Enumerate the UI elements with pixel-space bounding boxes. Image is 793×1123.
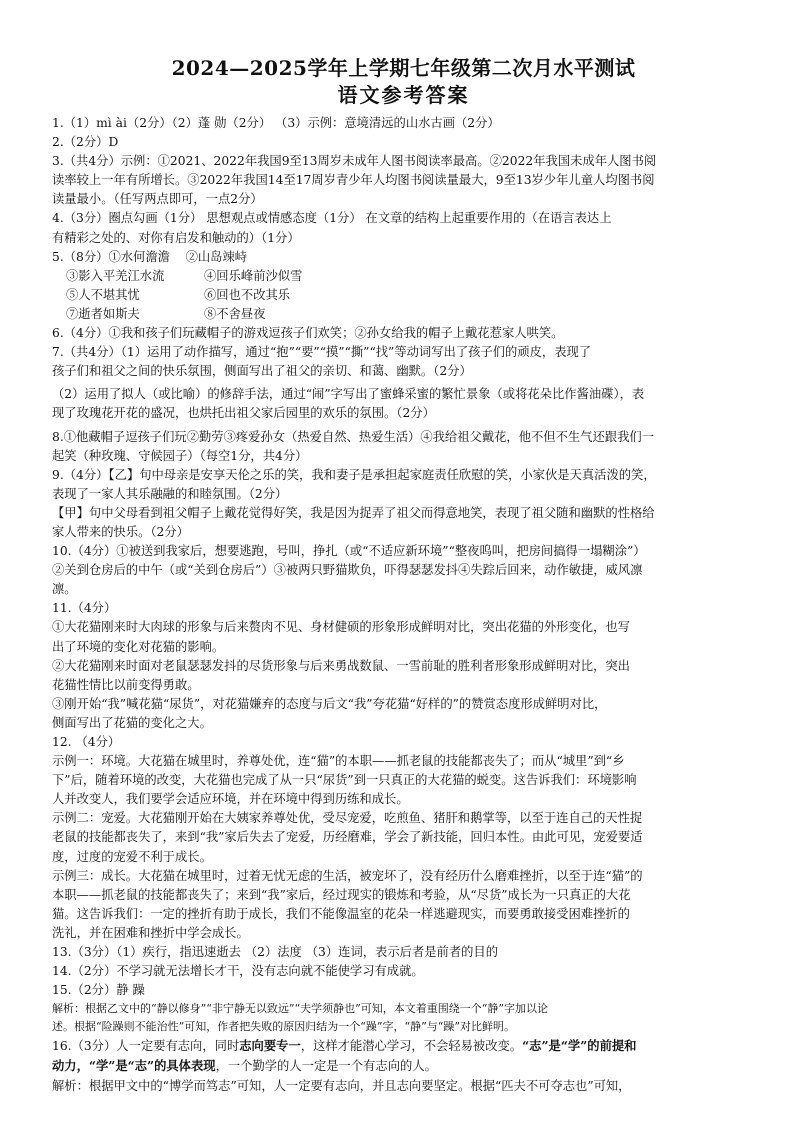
answer-12-line-7: 示例三：成长。大花猫在城里时，过着无忧无虑的生活，被宠坏了，没有经历什么磨难挫折，以至于连“猫”的 — [52, 868, 643, 883]
answer-7-line-4: 现了玫瑰花开花的盛况，也烘托出祖父家后园里的欢乐的氛围。（2分） — [52, 406, 435, 421]
answer-3-line-3: 读量最小。（任写两点即可，一点2分） — [52, 192, 263, 207]
answer-16-part-5: 动力，“学”是“志”的具体表现 — [52, 1058, 216, 1074]
answer-16-part-6: ，一个勤学的人一定是一个有志向的人。 — [215, 1059, 437, 1074]
answer-15-analysis-line-2: 述。根据“险躁则不能治性”可知，作者把失败的原因归结为一个“躁”字，“静”与“躁”对比鲜明。 — [52, 1020, 515, 1034]
answer-15: 15.（2分）静 躁 — [52, 983, 145, 998]
answer-7-line-2: 孩子们和祖父之间的快乐氛围，侧面写出了祖父的亲切、和蔼、幽默。（2分） — [52, 364, 472, 379]
answer-5-item-1: 5.（8分）①水何澹澹 — [52, 249, 170, 264]
answer-11-line-1: ①大花猫刚来时大肉球的形象与后来赘肉不见、身材健硕的形象形成鲜明对比，突出花猫的外形变化，也写 — [52, 620, 630, 635]
answer-16-part-3: ，这样才能潜心学习，不会轻易被改变。 — [300, 1039, 523, 1054]
answer-11-line-6: 侧面写出了花猫的变化之大。 — [52, 715, 212, 730]
answer-11-line-4: 花猫性情比以前变得勇敢。 — [52, 677, 200, 692]
answer-13: 13.（3分）（1）疾行，指迅速逝去 （2）法度 （3）连词，表示后者是前者的目的 — [52, 945, 499, 960]
answer-5-line-4 — [52, 305, 755, 324]
answer-16-part-1: 16.（3分）人一定要有志向，同时 — [52, 1039, 240, 1054]
answer-6: 6.（4分）①我和孩子们玩藏帽子的游戏逗孩子们欢笑；②孙女给我的帽子上戴花惹家人哄笑。 — [52, 326, 564, 341]
answer-15-analysis-line-1: 解析：根据乙文中的“静以修身”“非宁静无以致远”“夫学须静也”可知，本文着重围绕一个“静”字加以论 — [52, 1002, 548, 1016]
answer-12-line-1: 示例一：环境。大花猫在城里时，养尊处优，连“猫”的本职——抓老鼠的技能都丧失了；而从“城里”到“乡 — [52, 754, 625, 769]
page-title: 2024—2025学年上学期七年级第二次月水平测试 — [171, 56, 636, 80]
answer-12-line-6: 度，过度的宠爱不利于成长。 — [52, 849, 212, 864]
answer-2: 2.（2分）D — [52, 135, 119, 150]
answer-5-item-7: ⑦逝者如斯夫 — [66, 306, 140, 321]
answer-16-line-2 — [52, 1056, 755, 1076]
answer-12-line-2: 下”后，随着环境的改变，大花猫也完成了从一只“尿货”到一只真正的大花猫的蜕变。这告诉我们：环境影响 — [52, 773, 637, 788]
answer-12-line-4: 示例二：宠爱。大花猫刚开始在大姨家养尊处优，受尽宠爱，吃煎鱼、猪肝和鹅掌等，以至于连自己的天性捉 — [52, 811, 643, 826]
answer-3-line-1: 3.（共4分）示例：①2021、2022年我国9至13周岁未成年人图书阅读率最高。②2022年我国未成年人图书阅 — [52, 154, 657, 169]
answer-7-line-3: （2）运用了拟人（或比喻）的修辞手法，通过“闹”字写出了蜜蜂采蜜的繁忙景象（或将花朵比作酱油碟），表 — [52, 387, 645, 402]
answer-16-line-1 — [52, 1036, 755, 1056]
answer-12-line-5: 老鼠的技能都丧失了，来到“我”家后失去了宠爱，历经磨难，学会了新技能，回归本性。由此可见，宠爱要适 — [52, 830, 643, 845]
answer-16-part-4: “志”是“学”的前提和 — [522, 1038, 637, 1054]
answer-8-line-1: 8.①他藏帽子逗孩子们玩②勤劳③疼爱孙女（热爱自然、热爱生活）④我给祖父戴花，他不但不生气还跟我们一 — [52, 429, 654, 444]
answer-5-item-6: ⑥回也不改其乐 — [204, 287, 291, 302]
answer-1: 1.（1）mì ài（2分）（2）蓬 勋（2分） （3）示例：意境清远的山水古画（2分） — [52, 116, 500, 130]
page-subtitle: 语文参考答案 — [337, 83, 470, 107]
answer-5-line-1 — [52, 248, 755, 267]
answer-10-line-2: ②关到仓房后的中午（或“关到仓房后”）③被两只野猫欺负，吓得瑟瑟发抖④失踪后回来，动作敏捷，威风凛 — [52, 563, 643, 578]
answer-body — [52, 114, 755, 1096]
answer-4-line-1: 4.（3分）圈点勾画（1分） 思想观点或情感态度（1分） 在文章的结构上起重要作用的（在语言表达上 — [52, 211, 612, 226]
answer-11-line-5: ③刚开始“我”喊花猫“尿货”，对花猫嫌弃的态度与后文“我”夸花猫“好样的”的赞赏态度形成鲜明对比， — [52, 696, 607, 711]
answer-11-line-3: ②大花猫刚来时面对老鼠瑟瑟发抖的尽货形象与后来勇战数鼠、一雪前耻的胜利者形象形成鲜明对比，突出 — [52, 658, 630, 673]
answer-16-analysis: 解析：根据甲文中的“博学而笃志”可知，人一定要有志向，并且志向要坚定。根据“匹夫不可夺志也”可知， — [52, 1078, 631, 1093]
answer-12-line-9: 猫。这告诉我们：一定的挫折有助于成长，我们不能像温室的花朵一样逃避现实，而要勇敢接受困难挫折的 — [52, 906, 630, 921]
answer-12-line-10: 洗礼，并在困难和挫折中学会成长。 — [52, 925, 249, 940]
answer-5-item-4: ④回乐峰前沙似雪 — [204, 268, 303, 283]
answer-8-line-2: 起笑（种玫瑰、守候园子）（每空1分，共4分） — [52, 448, 308, 463]
answer-12-head: 12. （4分） — [52, 735, 121, 749]
answer-11-line-2: 出了环境的变化对花猫的影响。 — [52, 639, 225, 654]
answer-9-line-4: 家人带来的快乐。（2分） — [52, 524, 189, 539]
answer-16-part-2: 志向要专一 — [239, 1038, 301, 1054]
answer-9-line-3: 【甲】句中父母看到祖父帽子上戴花觉得好笑，我是因为捉弄了祖父而得意地笑，表现了祖父随和幽默的性格给 — [52, 505, 655, 520]
answer-14: 14.（2分）不学习就无法增长才干，没有志向就不能使学习有成就。 — [52, 964, 424, 979]
answer-10-line-3: 凛。 — [52, 582, 77, 597]
answer-9-line-1: 9.（4分）【乙】句中母亲是安享天伦之乐的笑，我和妻子是承担起家庭责任欣慰的笑，小家伙是天真活泼的笑， — [52, 467, 656, 482]
answer-11-head: 11.（4分） — [52, 601, 117, 616]
answer-4-line-2: 有精彩之处的、对你有启发和触动的）（1分） — [52, 230, 300, 245]
answer-5-line-2 — [52, 267, 755, 286]
answer-12-line-3: 人并改变人，我们要学会适应环境，并在环境中得到历练和成长。 — [52, 792, 409, 807]
answer-3-line-2: 读率较上一年有所增长。③2022年我国14至17周岁青少年人均图书阅读量最大，9至13岁少年儿童人均图书阅 — [52, 173, 655, 188]
answer-5-line-3 — [52, 286, 755, 305]
answer-5-item-8: ⑧不舍昼夜 — [204, 306, 266, 321]
answer-5-item-2: ②山岛竦峙 — [185, 249, 248, 264]
answer-9-line-2: 表现了一家人其乐融融的和睦氛围。（2分） — [52, 486, 288, 501]
answer-12-line-8: 本职——抓老鼠的技能都丧失了；来到“我”家后，经过现实的锻炼和考验，从“尽货”成长为一只真正的大花 — [52, 887, 631, 902]
answer-7-line-1: 7.（共4分）（1）运用了动作描写，通过“抱”“要”“摸”“撕”“找”等动词写出了孩子们的顽皮，表现了 — [52, 345, 592, 360]
answer-5-item-5: ⑤人不堪其忧 — [66, 287, 140, 302]
answer-5-item-3: ③影入平羌江水流 — [66, 268, 165, 283]
answer-10-line-1: 10.（4分）①被送到我家后，想要逃跑，号叫，挣扎（或“不适应新环境”“整夜呜叫，把房间搞得一塌糊涂”） — [52, 544, 646, 559]
